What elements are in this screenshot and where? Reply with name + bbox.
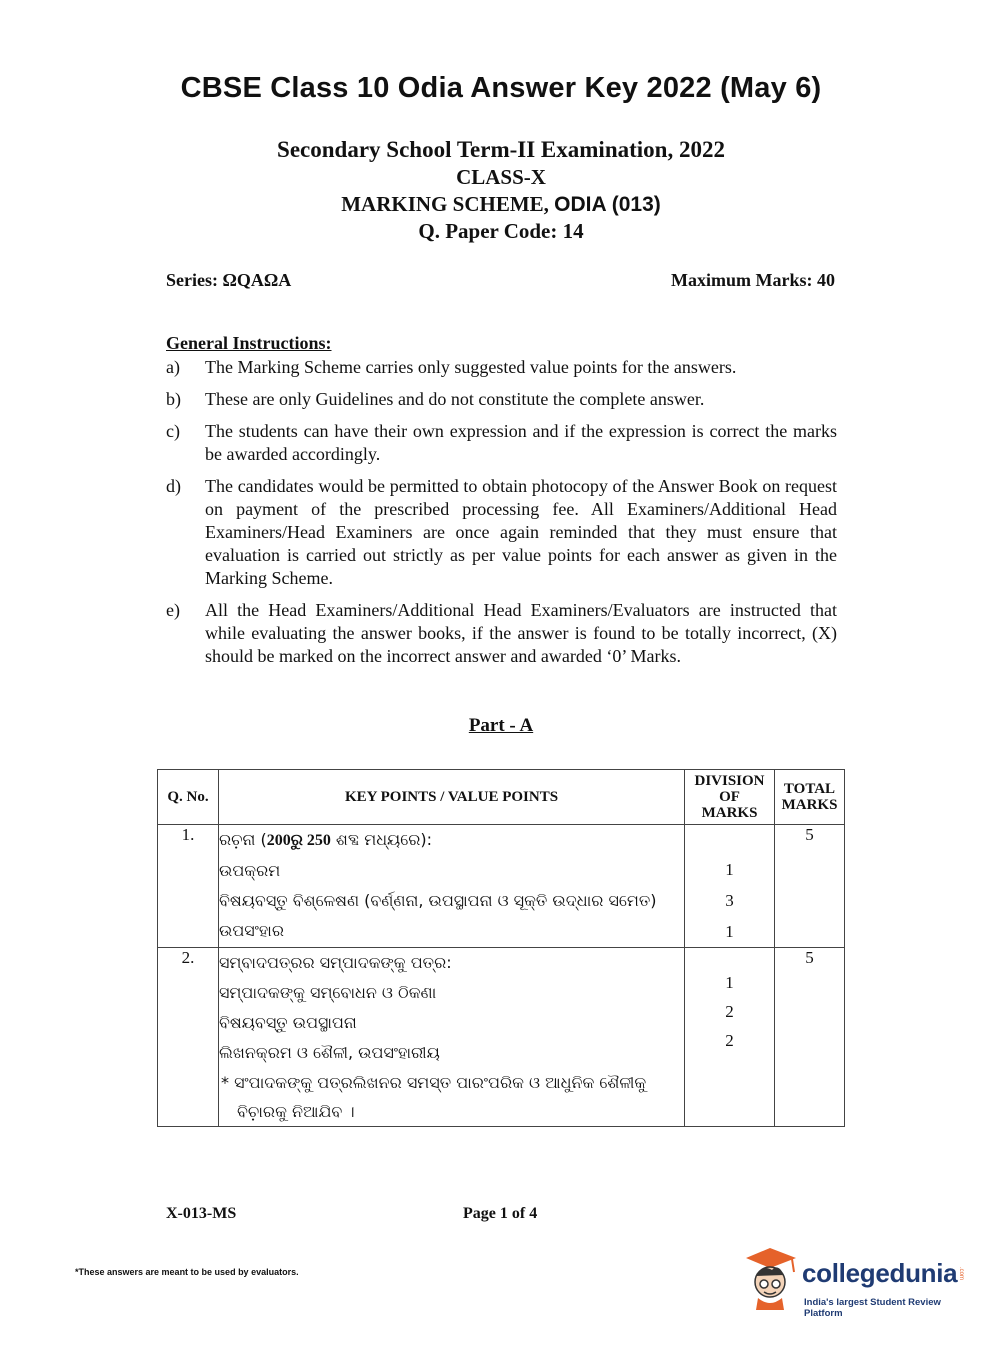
qno-cell: 2. <box>158 948 219 1127</box>
total-cell: 5 <box>775 948 845 1127</box>
question-heading-bold: 200ରୁ 250 <box>266 832 331 849</box>
subject-code: ODIA (013) <box>554 193 661 216</box>
header-division-line: OF <box>719 789 740 805</box>
page-number: Page 1 of 4 <box>463 1205 538 1222</box>
collegedunia-logo <box>742 1246 972 1319</box>
question-heading-post: ଶବ୍ଦ ମଧ୍ୟରେ): <box>330 830 433 849</box>
instruction-text: The Marking Scheme carries only suggested value points for the answers. <box>205 357 737 377</box>
evaluation-note: * ସଂପାଦକଙ୍କୁ ପତ୍ରଲିଖନର ସମସ୍ତ ପାରଂପରିକ ଓ ଆଧୁନିକ ଶୈଳୀକୁ ବିଚ଼ାରକୁ ନିଆଯିବ । <box>221 1073 647 1121</box>
instruction-marker: d) <box>166 476 181 496</box>
division-mark: 2 <box>725 1002 734 1021</box>
general-instructions-heading <box>166 333 332 354</box>
brand-domain: .com <box>958 1267 964 1281</box>
paper-code: Q. Paper Code: 14 <box>418 219 584 243</box>
general-instructions-title: General Instructions <box>166 333 326 353</box>
instruction-text: All the Head Examiners/Additional Head Examiners/Evaluators are instructed that while evaluating the answer books, if the answer is found to be totally incorrect, (X) should be marked on the incorrect answer and awarded ‘0’ Marks. <box>205 600 837 666</box>
class-label: CLASS-X <box>456 165 546 189</box>
evaluator-disclaimer: *These answers are meant to be used by evaluators. <box>75 1267 299 1277</box>
instruction-item <box>166 356 837 379</box>
instruction-marker: c) <box>166 421 180 441</box>
division-mark: 1 <box>725 860 734 879</box>
header-division <box>685 770 775 825</box>
value-point: ବିଷୟବସ୍ତୁ ଉପସ୍ଥାପନା <box>219 1013 357 1032</box>
total-cell: 5 <box>775 825 845 948</box>
header-division-line: MARKS <box>701 805 758 821</box>
page-title: CBSE Class 10 Odia Answer Key 2022 (May 6) <box>180 72 822 104</box>
key-points-cell <box>219 948 685 1127</box>
table-row <box>158 948 845 1127</box>
header-qno: Q. No. <box>158 770 219 825</box>
qno-cell: 1. <box>158 825 219 948</box>
brand-tagline: India's largest Student Review Platform <box>804 1297 941 1319</box>
header-key-points: KEY POINTS / VALUE POINTS <box>219 770 685 825</box>
exam-name: Secondary School Term-II Examination, 2022 <box>277 137 725 162</box>
division-mark: 1 <box>725 973 734 992</box>
value-point: ବିଷୟବସ୍ତୁ ବିଶ୍ଳେଷଣ (ବର୍ଣ୍ଣନା, ଉପସ୍ଥାପନା ଓ ସୂକ୍ତି ଉଦ୍ଧାର ସମେତ) <box>219 891 657 910</box>
part-a-heading: Part - A <box>468 715 534 736</box>
key-points-cell <box>219 825 685 948</box>
series-label: Series: ΩQAΩA <box>166 270 292 290</box>
exam-header <box>0 136 1002 245</box>
max-marks-label: Maximum Marks: 40 <box>671 270 835 290</box>
question-heading <box>219 825 684 856</box>
marking-scheme-label <box>0 191 1002 218</box>
question-heading: ସମ୍ବାଦପତ୍ରର ସମ୍ପାଦକଙ୍କୁ ପତ୍ର: <box>219 953 452 972</box>
division-cell <box>685 825 775 948</box>
header-total-line: TOTAL <box>783 781 836 797</box>
division-mark: 3 <box>725 891 734 910</box>
instruction-item <box>166 420 837 466</box>
instruction-marker: a) <box>166 357 180 377</box>
brand-name: collegedunia <box>802 1258 958 1288</box>
instructions-list <box>166 356 837 677</box>
general-instructions-colon: : <box>325 333 332 353</box>
table-row <box>158 825 845 948</box>
value-point: ଉପକ୍ରମ <box>219 861 281 880</box>
division-mark: 2 <box>725 1031 734 1050</box>
instruction-item <box>166 388 837 411</box>
question-heading-pre: ରଚ଼ନା ( <box>219 830 267 849</box>
mascot-icon <box>742 1248 804 1310</box>
instruction-text: The students can have their own expression and if the expression is correct the marks be awarded accordingly. <box>205 421 837 464</box>
instruction-marker: b) <box>166 389 181 409</box>
instruction-marker: e) <box>166 600 180 620</box>
instruction-item <box>166 475 837 590</box>
division-mark: 1 <box>725 922 734 941</box>
division-cell <box>685 948 775 1127</box>
value-point: ଲିଖନକ୍ରମ ଓ ଶୈଳୀ, ଉପସଂହାରୀୟ <box>219 1043 440 1062</box>
header-total-line: MARKS <box>781 797 838 813</box>
instruction-text: These are only Guidelines and do not constitute the complete answer. <box>205 389 705 409</box>
value-point: ସମ୍ପାଦକଙ୍କୁ ସମ୍ବୋଧନ ଓ ଠିକଣା <box>219 983 437 1002</box>
value-point: ଉପସଂହାର <box>219 921 284 940</box>
document-code: X-013-MS <box>166 1205 237 1222</box>
instruction-text: The candidates would be permitted to obtain photocopy of the Answer Book on request on payment of the prescribed processing fee. All Examiners/Additional Head Examiners/Head Examiners are once again reminded that they must ensure that evaluation is carried out strictly as per value points for each answer as given in the Marking Scheme. <box>205 476 837 588</box>
marking-scheme-prefix: MARKING SCHEME, <box>341 192 549 216</box>
table-header-row <box>158 770 845 825</box>
instruction-item <box>166 599 837 668</box>
header-total <box>775 770 845 825</box>
marking-table <box>157 769 845 1127</box>
header-division-line: DIVISION <box>694 773 765 789</box>
